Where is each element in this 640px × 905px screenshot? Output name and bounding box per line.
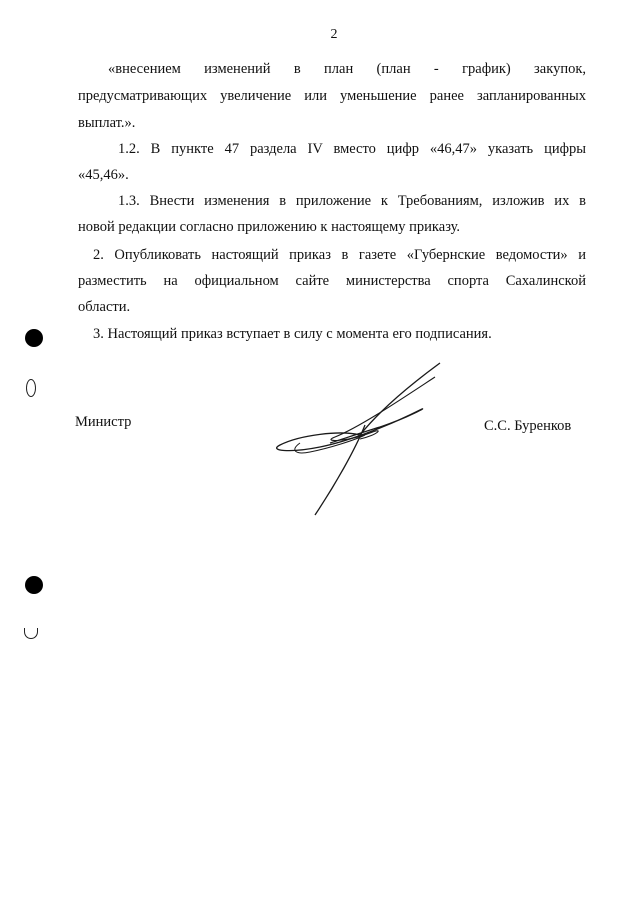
item-2-line-3: области.: [78, 299, 131, 315]
handwritten-signature: [260, 355, 490, 525]
item-1-3-line-2: новой редакции согласно приложению к настоящему приказу.: [78, 219, 461, 235]
binder-hole-2: [25, 576, 43, 594]
item-2-line-2: разместить на официальном сайте министерства спорта Сахалинской: [78, 273, 586, 289]
scan-mark-2: [24, 628, 38, 639]
item-1-2-line-1: 1.2. В пункте 47 раздела IV вместо цифр «46,47» указать цифры: [118, 141, 586, 157]
item-1-2-line-2: «45,46».: [78, 167, 129, 183]
paragraph-continuation-line-2: предусматривающих увеличение или уменьшение ранее запланированных: [78, 88, 586, 104]
scan-mark-1: [26, 379, 36, 397]
page-number: 2: [330, 27, 338, 42]
signatory-name: С.С. Буренков: [484, 418, 572, 434]
binder-hole-1: [25, 329, 43, 347]
item-3-line-1: 3. Настоящий приказ вступает в силу с момента его подписания.: [93, 326, 492, 342]
signatory-position: Министр: [75, 414, 132, 430]
item-2-line-1: 2. Опубликовать настоящий приказ в газете «Губернские ведомости» и: [93, 247, 586, 263]
paragraph-continuation-line-3: выплат.».: [78, 115, 136, 131]
item-1-3-line-1: 1.3. Внести изменения в приложение к Требованиям, изложив их в: [118, 193, 586, 209]
paragraph-continuation-line-1: «внесением изменений в план (план - график) закупок,: [108, 61, 586, 77]
